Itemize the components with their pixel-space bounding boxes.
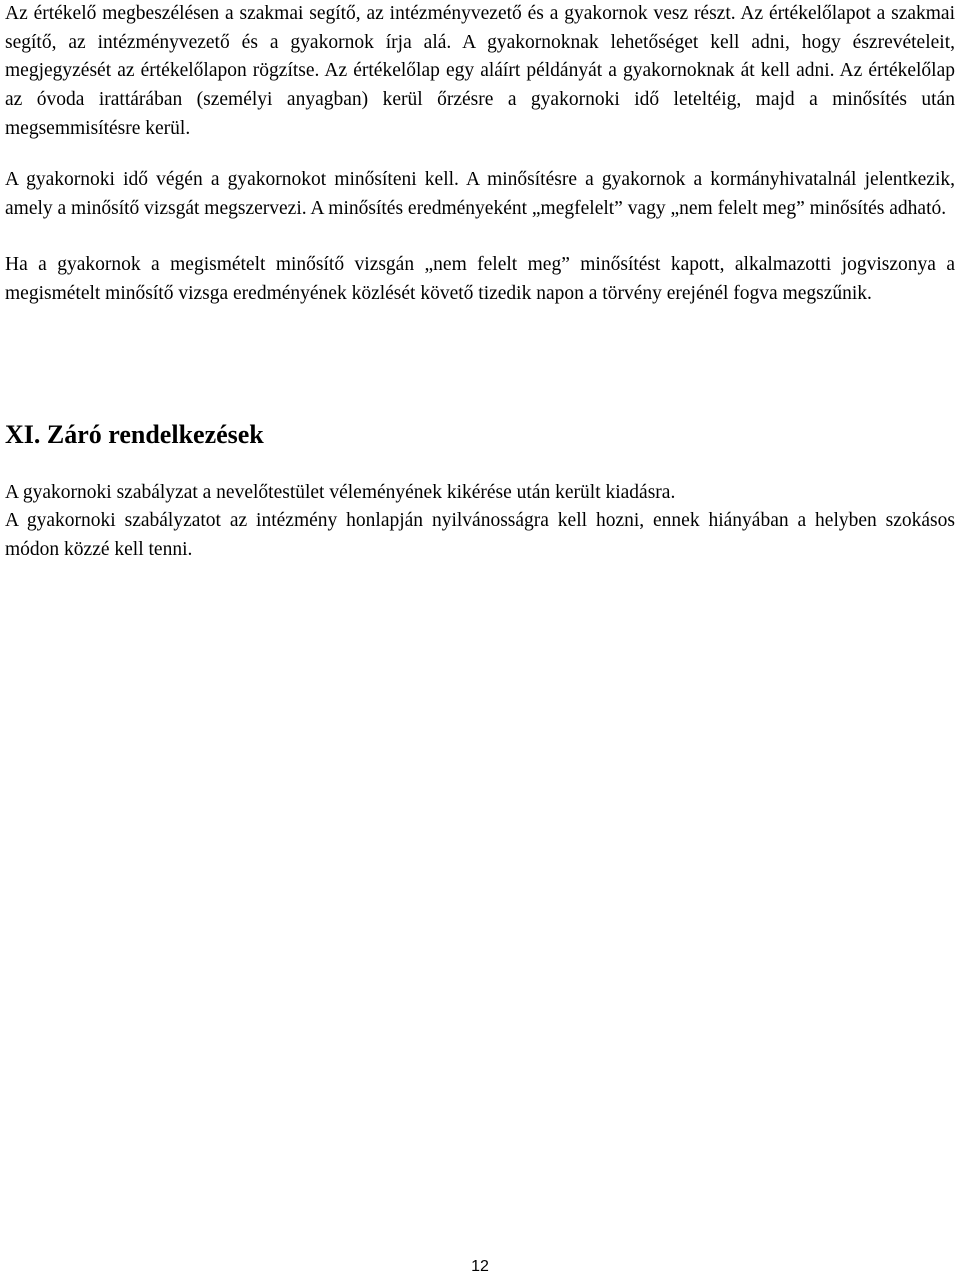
section-heading: XI. Záró rendelkezések [5, 420, 264, 449]
paragraph-publication: A gyakornoki szabályzatot az intézmény honlapján nyilvánosságra kell hozni, ennek hiányában a helyben szokásos módon közzé kell tenni. [5, 510, 955, 560]
paragraph-evaluation-meeting: Az értékelő megbeszélésen a szakmai segítő, az intézményvezető és a gyakornok vesz részt. Az értékelőlapot a szakmai segítő, az intézményvezető és a gyakornok írja alá. A gyakornoknak lehetőséget kell adni, hogy észrevételeit, megjegyzését az értékelőlapon rögzítse. Az értékelőlap egy aláírt példányát a gyakornoknak át kell adni. Az értékelőlap az óvoda irattárában (személyi anyagban) kerül őrzésre a gyakornoki idő leteltéig, majd a minősítés után megsemmisítésre kerül. [5, 3, 955, 139]
page-number: 12 [471, 1258, 489, 1275]
paragraph-qualification: A gyakornoki idő végén a gyakornokot minősíteni kell. A minősítésre a gyakornok a kormányhivatalnál jelentkezik, amely a minősítő vizsgát megszervezi. A minősítés eredményeként „megfelelt” vagy „nem felelt meg” minősítés adható. [5, 169, 955, 219]
paragraph-employment-termination: Ha a gyakornok a megismételt minősítő vizsgán „nem felelt meg” minősítést kapott, alkalmazotti jogviszonya a megismételt minősítő vizsga eredményének közlését követő tizedik napon a törvény erejénél fogva megszűnik. [5, 254, 955, 304]
paragraph-regulation-issued: A gyakornoki szabályzat a nevelőtestület véleményének kikérése után került kiadásra. [5, 482, 676, 503]
document-page [5, 0, 955, 1280]
